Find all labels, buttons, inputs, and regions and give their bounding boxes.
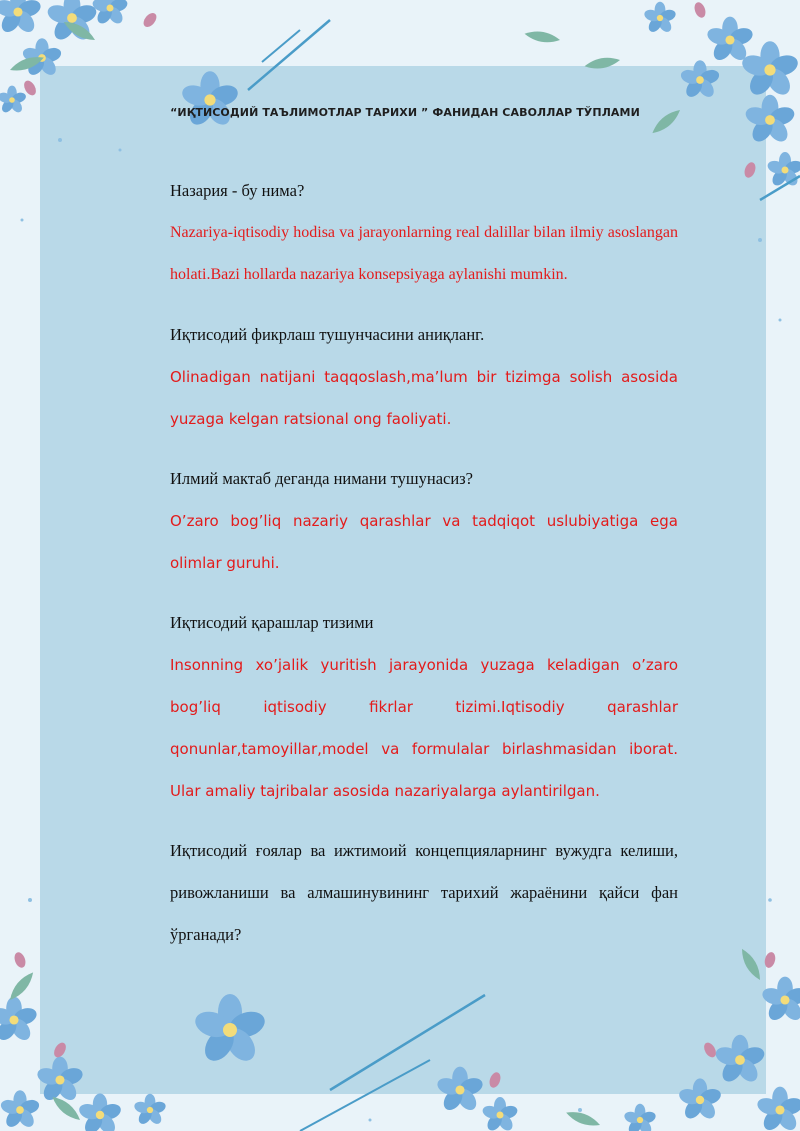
leaf-icon bbox=[524, 29, 684, 137]
question-text: Илмий мактаб деганда нимани тушунасиз? bbox=[170, 469, 474, 488]
question-text: Иқтисодий қарашлар тизими bbox=[170, 613, 374, 632]
leaf-icon bbox=[564, 946, 764, 1129]
diagonal-line bbox=[262, 30, 300, 62]
question-text: Назария - бу нима? bbox=[170, 181, 305, 200]
answer-text: Insonning xo’jalik yuritish jarayonida yuzaga keladigan o’zaro bog’liq iqtisodiy fikrlar tizimi.Iqtisodiy qarashlar qonunlar,tamoyillar,model va formulalar birlashmasidan iborat. Ular amaliy tajribalar asosida nazariyalarga aylantirilgan. bbox=[170, 656, 678, 800]
flower-icon bbox=[643, 1, 800, 188]
question-text: Иқтисодий ғоялар ва ижтимоий концепцияларнинг вужудга келиши, ривожланиши ва алмашинувининг тарихий жараёнини қайси фан ўрганади? bbox=[170, 841, 678, 944]
diagonal-line bbox=[248, 20, 330, 90]
answer-text: Olinadigan natijani taqqoslash,ma’lum bir tizimga solish asosida yuzaga kelgan ratsional ong faoliyati. bbox=[170, 368, 678, 428]
qa-list bbox=[170, 170, 678, 956]
answer-text: Nazariya-iqtisodiy hodisa va jarayonlarning real dalillar bilan ilmiy asoslangan holati.Bazi hollarda nazariya konsepsiyaga aylanishi mumkin. bbox=[170, 224, 678, 283]
flower-icon bbox=[435, 951, 800, 1131]
diagonal-line bbox=[300, 1060, 430, 1131]
answer-text: O’zaro bog’liq nazariy qarashlar va tadqiqot uslubiyatiga ega olimlar guruhi. bbox=[170, 512, 678, 572]
document-title: “ИҚТИСОДИЙ ТАЪЛИМОТЛАР ТАРИХИ ” ФАНИДАН САВОЛЛАР ТЎПЛАМИ bbox=[170, 106, 640, 119]
flower-icon bbox=[0, 951, 268, 1131]
question-text: Иқтисодий фикрлаш тушунчасини аниқланг. bbox=[170, 325, 485, 344]
